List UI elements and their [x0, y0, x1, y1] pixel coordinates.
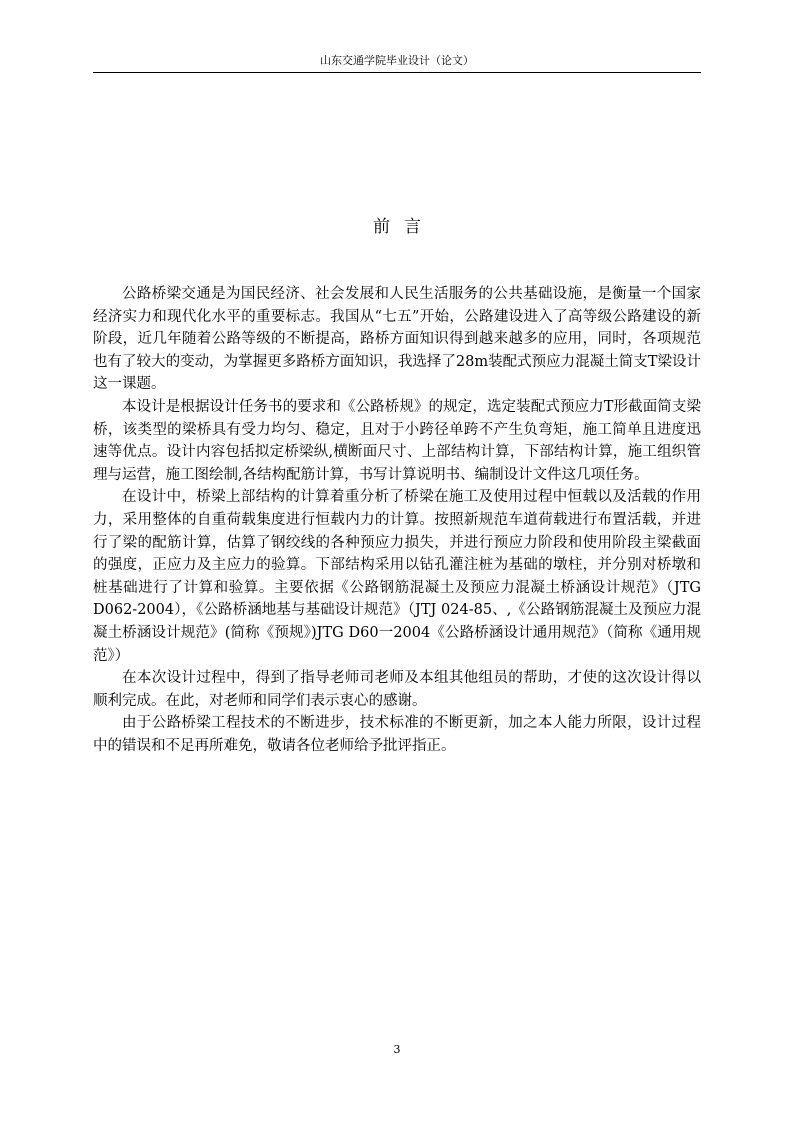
body-text: [93, 283, 701, 757]
paragraph-2: 本设计是根据设计任务书的要求和《公路桥规》的规定，选定装配式预应力T形截面简支梁桥，该类型的梁桥具有受力均匀、稳定，且对于小跨径单跨不产生负弯矩，施工简单且进度迅速等优点。设计内容包括拟定桥梁纵,横断面尺寸、上部结构计算，下部结构计算，施工组织管理与运营，施工图绘制,各结构配筋计算，书写计算说明书、编制设计文件这几项任务。: [93, 398, 701, 483]
page-title: 前言: [373, 217, 435, 237]
paragraph-4: 在本次设计过程中，得到了指导老师司老师及本组其他组员的帮助，才使的这次设计得以顺利完成。在此，对老师和同学们表示衷心的感谢。: [93, 670, 701, 709]
paragraph-5: 由于公路桥梁工程技术的不断进步，技术标准的不断更新，加之本人能力所限，设计过程中的错误和不足再所难免，敬请各位老师给予批评指正。: [93, 715, 701, 754]
running-header: 山东交通学院毕业设计（论文）: [320, 54, 474, 67]
header-rule: [93, 72, 701, 73]
paragraph-1: 公路桥梁交通是为国民经济、社会发展和人民生活服务的公共基础设施，是衡量一个国家经济实力和现代化水平的重要标志。我国从“七五”开始，公路建设进入了高等级公路建设的新阶段，近几年随着公路等级的不断提高，路桥方面知识得到越来越多的应用，同时，各项规范也有了较大的变动，为掌握更多路桥方面知识，我选择了28m装配式预应力混凝土简支T梁设计这一课题。: [93, 286, 701, 393]
paragraph-3: 在设计中，桥梁上部结构的计算着重分析了桥梁在施工及使用过程中恒载以及活载的作用力，采用整体的自重荷载集度进行恒载内力的计算。按照新规范车道荷载进行布置活载，并进行了梁的配筋计算，估算了钢绞线的各种预应力损失，并进行预应力阶段和使用阶段主梁截面的强度，正应力及主应力的验算。下部结构采用以钻孔灌注桩为基础的墩柱，并分别对桥墩和桩基础进行了计算和验算。主要依据《公路钢筋混凝土及预应力混凝土桥涵设计规范》（JTG D062-2004），《公路桥涵地基与基础设计规范》（JTJ 024-85、,《公路钢筋混凝土及预应力混凝土桥涵设计规范》(简称《预规》)JTG D60一2004《公路桥涵设计通用规范》（简称《通用规范》）: [93, 489, 701, 664]
page-number: 3: [393, 1043, 401, 1056]
